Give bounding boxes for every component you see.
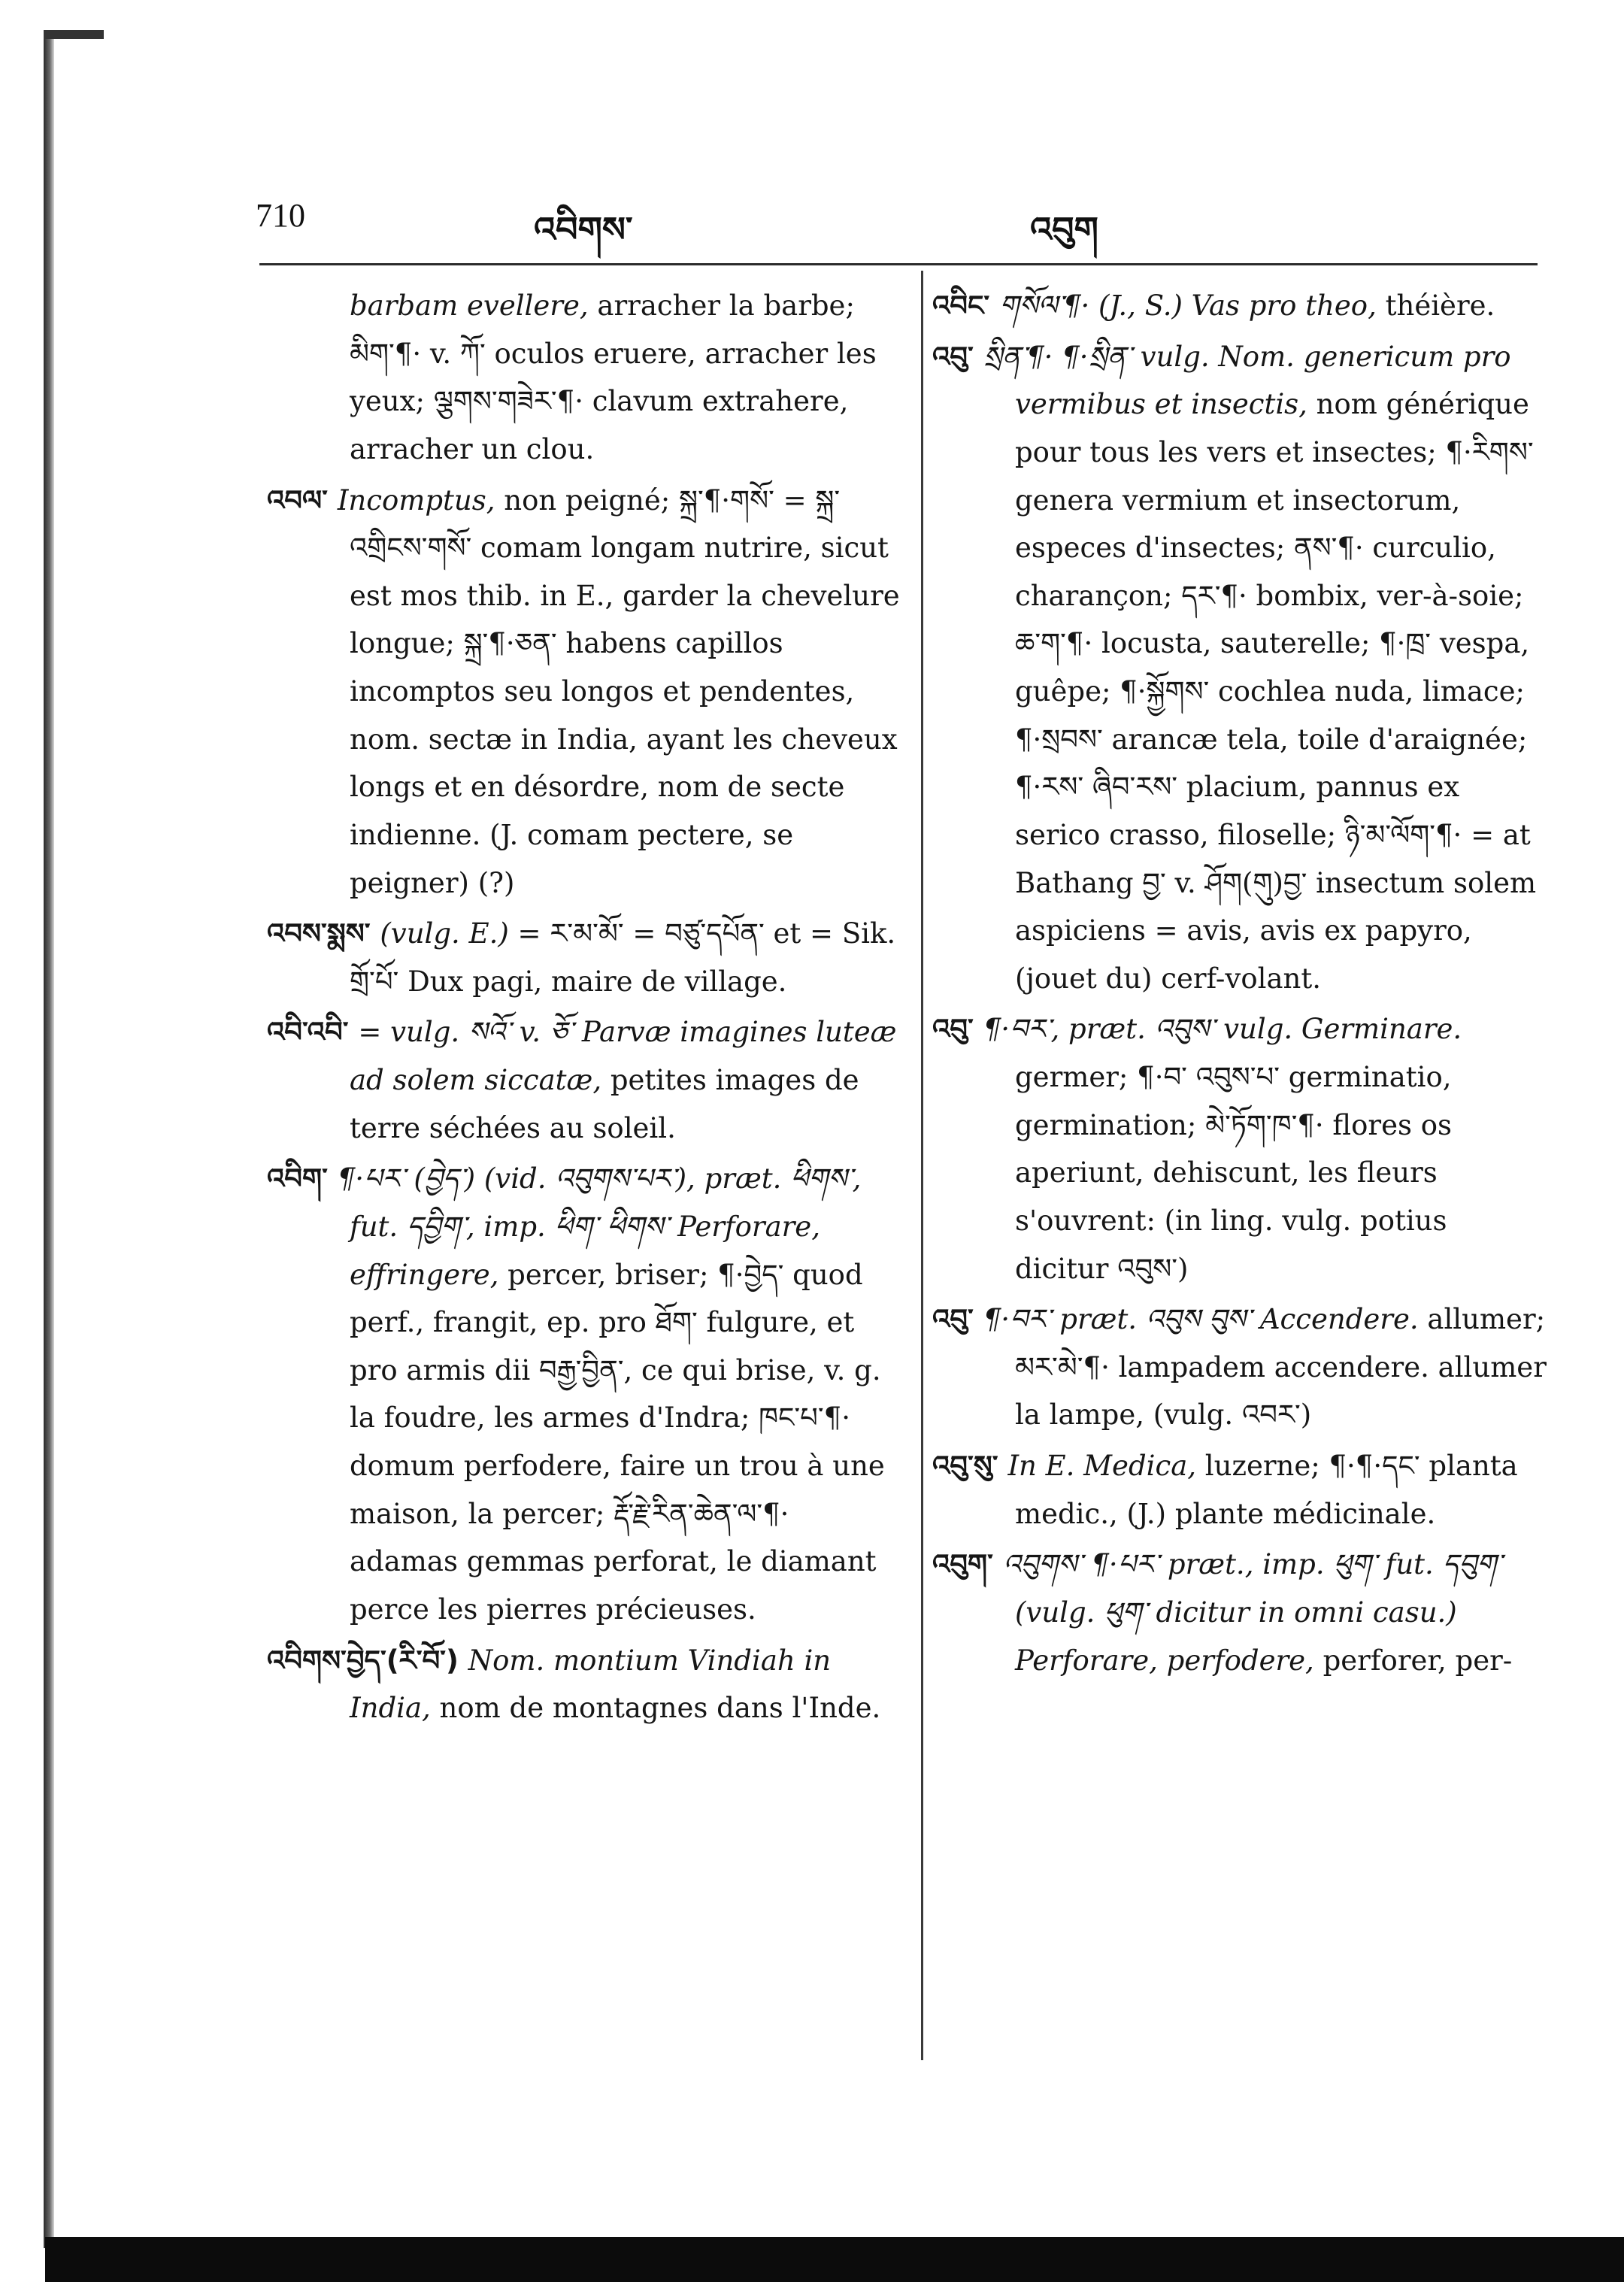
entry-french-gloss: petites images de terre séchées au soleil. — [350, 1064, 859, 1144]
column-rule — [921, 271, 923, 2060]
dictionary-entry — [932, 333, 1549, 1003]
dictionary-entry — [932, 1442, 1549, 1538]
left-column — [267, 282, 906, 2087]
entry-french-gloss: percer, briser; ¶·བྱེད་ quod perf., frangit, ep. pro ཐོག་ fulgure, et pro armis dii བརྒྱ་བྱིན་, ce qui brise, v. g. la foudre, les armes d'Indra; ཁང་པ་¶· domum perfodere, faire un trou à une maison, la percer; རྡོ་རྗེ་རིན་ཆེན་ལ་¶· adamas gemmas perforat, le diamant perce les pierres précieuses. — [350, 1258, 885, 1626]
dictionary-entry — [932, 1541, 1549, 1684]
running-headword-left: འབིགས་ — [534, 209, 633, 250]
running-header — [256, 192, 1571, 259]
entry-headword: འབུག་ — [932, 1548, 1003, 1581]
entry-french-gloss: théière. — [1376, 289, 1495, 322]
entry-headword: འབིགས་བྱེད་(རི་བོ་) — [267, 1644, 468, 1677]
entry-latin-gloss: (vulg. E.) — [380, 917, 509, 950]
entry-latin-gloss: ¶·པར་ (བྱེད་) (vid. འབུགས་པར་), præt. ཕིགས་, fut. དབྱིག་, imp. ཕིག་ ཕིགས་ Perforare, effringere, — [337, 1162, 862, 1291]
dictionary-entry — [932, 282, 1549, 330]
entry-latin-gloss: ¶·བར་ præt. འབུས བུས་ Accendere. — [983, 1303, 1419, 1336]
entry-headword: འབུ་ — [932, 1013, 983, 1046]
dictionary-entry — [267, 1155, 906, 1633]
entry-latin-gloss: Incomptus, — [337, 483, 495, 517]
page-scan-edge — [44, 30, 54, 2248]
dictionary-entry — [267, 282, 906, 474]
entry-french-gloss: nom de montagnes dans l'Inde. — [430, 1692, 881, 1725]
entry-french-gloss: perforer, per- — [1313, 1644, 1513, 1677]
entry-french-gloss: nom générique pour tous les vers et insectes; ¶·རིགས་ genera vermium et insectorum, especes d'insectes; ནས་¶· curculio, charançon; དར་¶· bombix, ver-à-soie; ཆ་ག་¶· locusta, sauterelle; ¶·ཁྲ་ vespa, guêpe; ¶·སྐྱོགས་ cochlea nuda, limace; ¶·སྲབས་ arancæ tela, toile d'araignée; ¶·རས་ ཞིབ་རས་ placium, pannus ex serico crasso, filoselle; ཉི་མ་ལོག་¶· = at Bathang བྱ་ v. ཤོག(གུ)བྱ་ insectum solem aspiciens = avis, avis ex papyro, (jouet du) cerf-volant. — [1015, 388, 1537, 995]
entry-headword: འབུ་སུ་ — [932, 1450, 1008, 1482]
entry-headword: འབས་སྨས་ — [267, 917, 380, 950]
page-number: 710 — [256, 197, 305, 234]
page-scan-corner — [44, 30, 104, 39]
entry-headword: འབིང་ — [932, 289, 1000, 322]
entry-headword: འབལ་ — [267, 483, 338, 517]
dictionary-entry — [932, 1296, 1549, 1439]
entry-latin-gloss: འབུགས་ ¶·པར་ præt., imp. ཕུག་ fut. དབུག་ (vulg. ཕུག་ dicitur in omni casu.) Perforare, perfodere, — [1002, 1548, 1502, 1677]
entry-headword: འབིག་ — [267, 1162, 338, 1196]
entry-latin-gloss: Nom. montium Vindiah in India, — [350, 1644, 832, 1725]
entry-headword: འབི་འབི་ — [267, 1016, 359, 1049]
entry-latin-gloss: སྲིན་¶· ¶·སྲིན་ vulg. Nom. genericum pro vermibus et insectis, — [983, 340, 1511, 421]
entry-latin-gloss: In E. Medica, — [1007, 1450, 1197, 1482]
entry-french-gloss: germer; ¶·བ་ འབུས་པ་ germinatio, germination; མེ་ཏོག་ཁ་¶· flores os aperiunt, dehiscunt, les fleurs s'ouvrent: (in ling. vulg. potius dicitur འབུས་) — [1015, 1061, 1452, 1285]
entry-headword: འབུ་ — [932, 340, 983, 373]
entry-french-gloss: luzerne; ¶·¶·དང་ planta medic., (J.) plante médicinale. — [1015, 1450, 1518, 1530]
scan-bottom-band — [45, 2237, 1624, 2282]
dictionary-entry — [267, 477, 906, 908]
entry-latin-gloss: གསོལ་¶· (J., S.) Vas pro theo, — [999, 289, 1377, 322]
header-rule — [259, 263, 1538, 265]
entry-french-gloss: non peigné; སྐྲ་¶·གསོ་ = སྐྲ་འགྲིངས་གསོ་ comam longam nutrire, sicut est mos thib. in E., garder la chevelure longue; སྐྲ་¶·ཅན་ habens capillos incomptos seu longos et pendentes, nom. sectæ in India, ayant les cheveux longs et en désordre, nom de secte indienne. (J. comam pectere, se peigner) (?) — [350, 483, 900, 899]
entry-headword: འབུ་ — [932, 1303, 983, 1336]
dictionary-entry — [932, 1005, 1549, 1293]
dictionary-entry — [267, 910, 906, 1005]
entry-latin-gloss: = vulg. སའོ་ v. ཅོ་ Parvæ imagines luteæ ad solem siccatæ, — [350, 1016, 897, 1096]
entry-french-gloss: = ར་མ་མོ་ = བཙུ་དཔོན་ et = Sik. གྲོ་པོ་ Dux pagi, maire de village. — [350, 917, 896, 998]
running-headword-right: འབུག — [1030, 209, 1098, 250]
right-column — [932, 282, 1549, 2087]
entry-french-gloss: allumer; མར་མེ་¶· lampadem accendere. allumer la lampe, (vulg. འབར་) — [1015, 1303, 1547, 1432]
entry-latin-gloss: ¶·བར་, præt. འབུས་ vulg. Germinare. — [983, 1013, 1462, 1046]
dictionary-entry — [267, 1637, 906, 1732]
entry-latin-gloss: barbam evellere, — [350, 289, 589, 322]
dictionary-entry — [267, 1008, 906, 1152]
entry-french-gloss: arracher la barbe; མིག་¶· v. ཀོ་ oculos eruere, arracher les yeux; ལྕགས་གཟེར་¶· clavum extrahere, arracher un clou. — [350, 289, 877, 465]
